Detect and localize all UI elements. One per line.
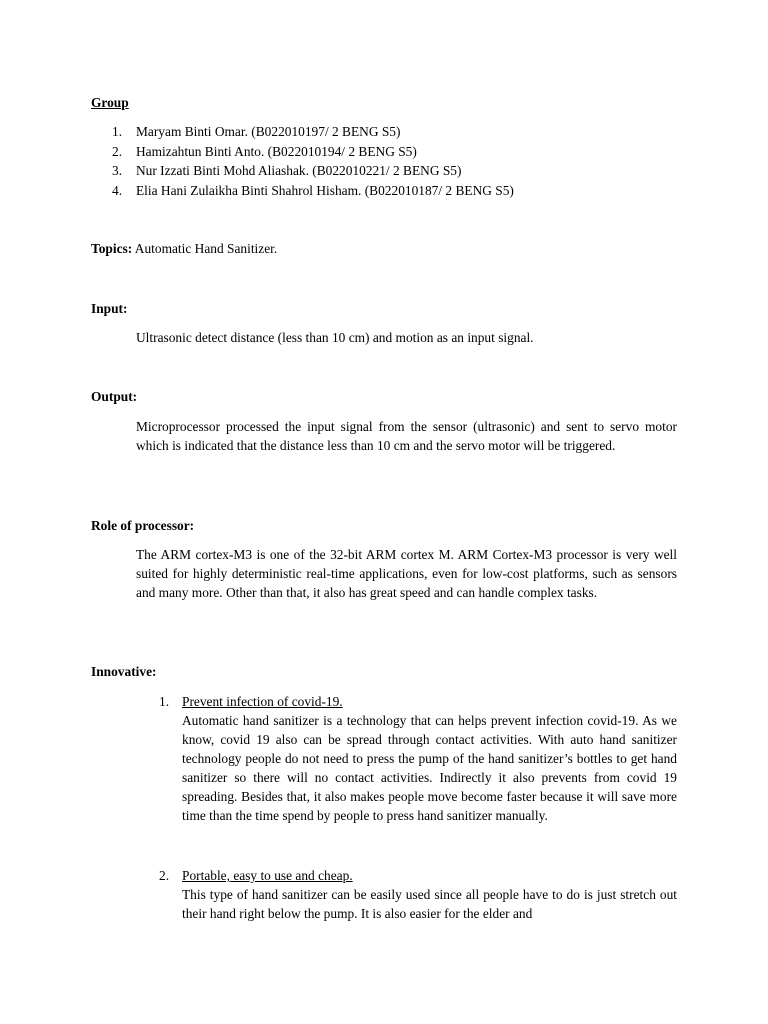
innovative-item-body: Automatic hand sanitizer is a technology that can helps prevent infection covid-19. As we know, covid 19 also can be spread through contact activities. With auto hand sanitizer technology people do not need to press the pump of the hand sanitizer’s bottles to get hand sanitizer so there will no contact activities. Indirectly it also prevents from covid 19 spreading. Besides that, it also makes people move become faster because it will save more time than the time spend by people to press hand sanitizer manually. [182, 713, 677, 823]
innovative-item-title: Portable, easy to use and cheap. [182, 868, 353, 883]
list-number: 4. [112, 182, 123, 198]
innovative-heading: Innovative: [91, 664, 157, 679]
member-text: Hamizahtun Binti Anto. (B022010194/ 2 BENG S5) [136, 143, 417, 159]
topics-label: Topics: [91, 241, 133, 256]
topics-value: Automatic Hand Sanitizer. [132, 241, 278, 256]
input-heading: Input: [91, 301, 128, 316]
member-text: Elia Hani Zulaikha Binti Shahrol Hisham. (B022010187/ 2 BENG S5) [136, 182, 514, 198]
output-body: Microprocessor processed the input signal from the sensor (ultrasonic) and sent to servo motor which is indicated that the distance less than 10 cm and the servo motor will be triggered. [136, 419, 677, 453]
list-number: 1. [112, 124, 123, 139]
innovative-item-body: This type of hand sanitizer can be easily used since all people have to do is just stretch out their hand right below the pump. It is also easier for the elder and [182, 887, 677, 921]
group-heading: Group [91, 95, 129, 110]
topics-line [91, 239, 277, 258]
input-body: Ultrasonic detect distance (less than 10 cm) and motion as an input signal. [136, 330, 534, 345]
role-heading: Role of processor: [91, 518, 195, 533]
list-item [112, 142, 514, 162]
member-text: Maryam Binti Omar. (B022010197/ 2 BENG S5) [136, 124, 401, 139]
output-heading: Output: [91, 389, 138, 404]
group-member-list [112, 122, 514, 200]
role-body: The ARM cortex-M3 is one of the 32-bit ARM cortex M. ARM Cortex-M3 processor is very well suited for highly deterministic real-time applications, even for low-cost platforms, such as sensors and many more. Other than that, it also has great speed and can handle complex tasks. [136, 547, 677, 600]
list-item [112, 181, 514, 201]
list-number: 2. [112, 143, 123, 159]
member-text: Nur Izzati Binti Mohd Aliashak. (B022010221/ 2 BENG S5) [136, 163, 462, 178]
innovative-item-number: 2. [159, 868, 170, 883]
list-item [112, 122, 514, 142]
innovative-item-title: Prevent infection of covid-19. [182, 694, 343, 709]
innovative-item-number: 1. [159, 694, 170, 709]
list-number: 3. [112, 163, 123, 178]
list-item [112, 161, 514, 181]
